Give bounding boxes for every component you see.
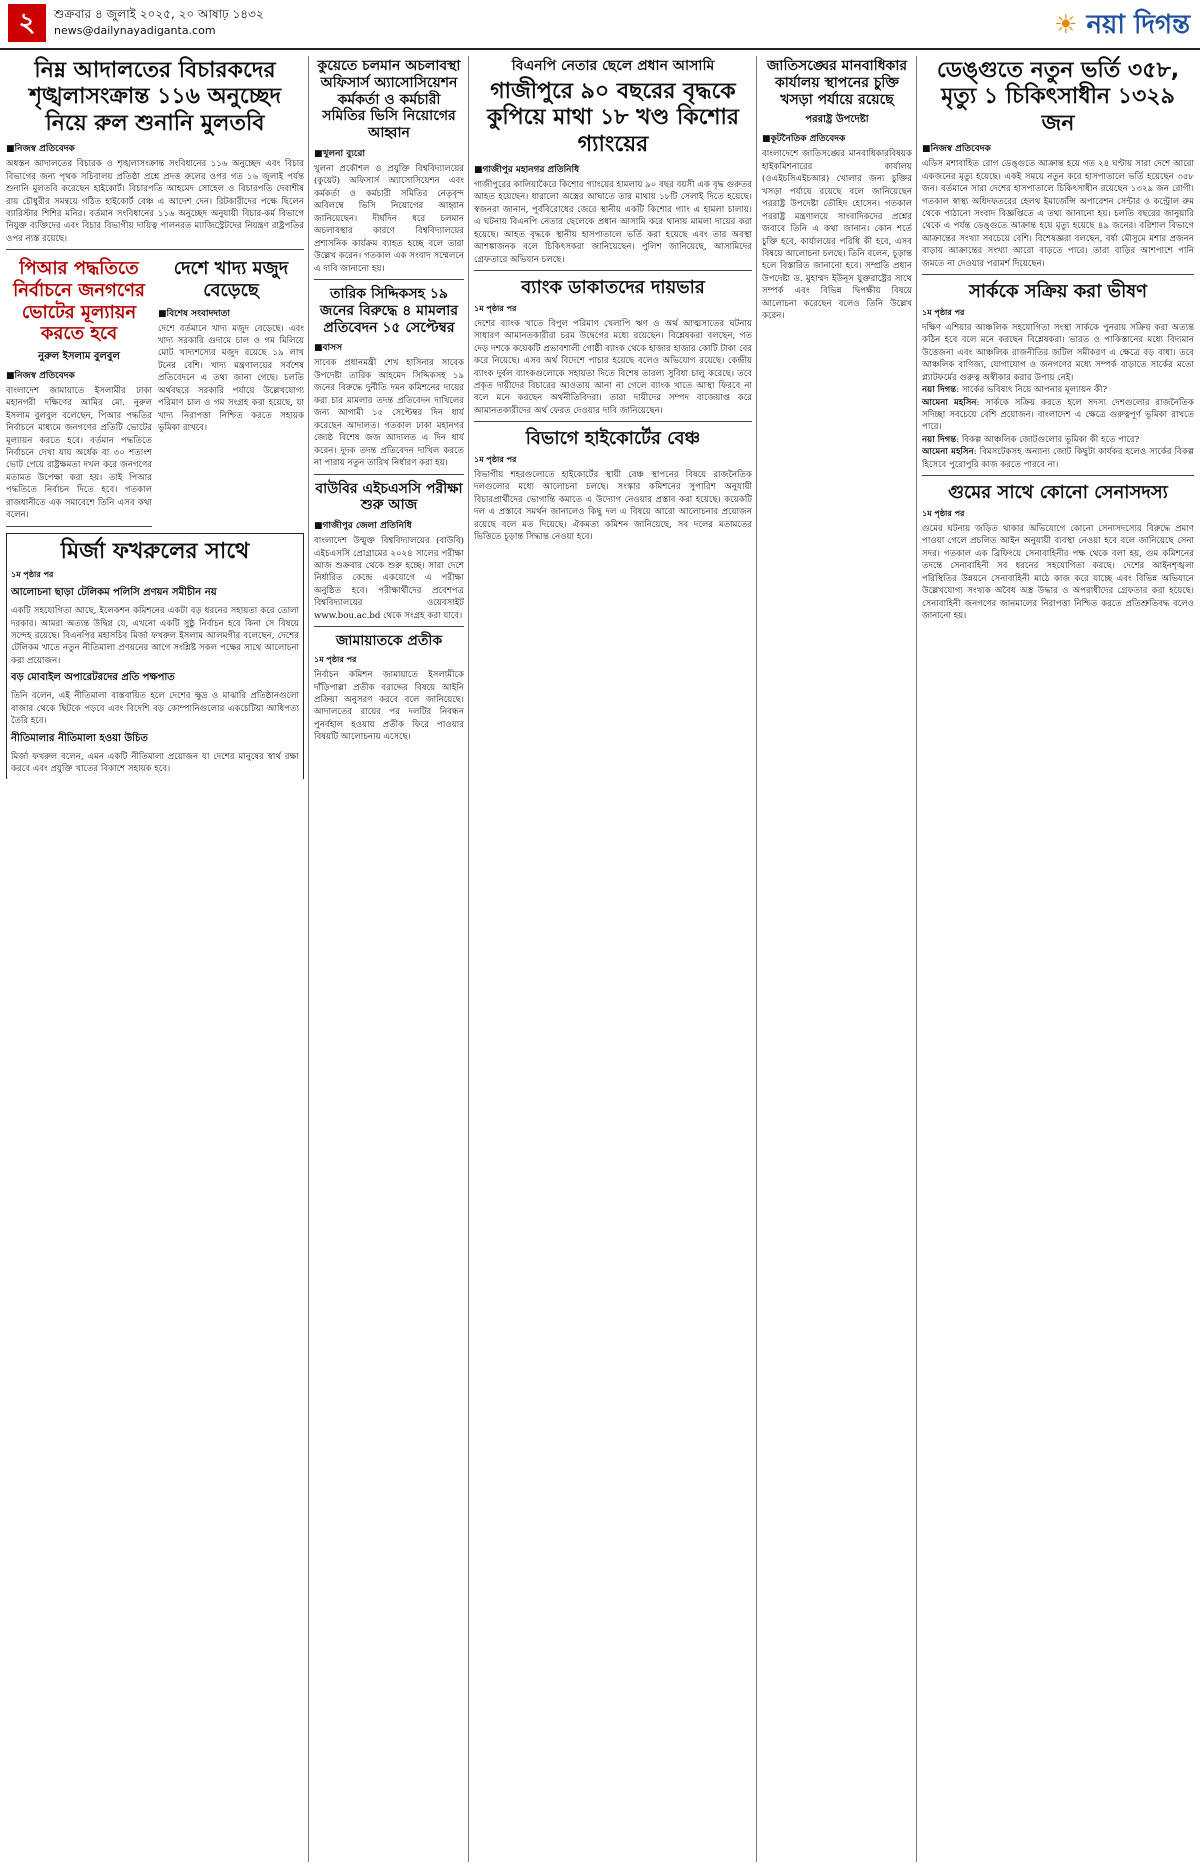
- story-gazipur: [474, 58, 752, 271]
- continued-label: ১ম পৃষ্ঠার পর: [314, 655, 357, 665]
- continued-label: ১ম পৃষ্ঠার পর: [922, 307, 965, 317]
- byline: ■ নিজস্ব প্রতিবেদক: [6, 368, 152, 383]
- story-body: বিভাগীয় শহরগুলোতে হাইকোর্টের স্থায়ী বেঞ্চ স্থাপনের বিষয়ে রাজনৈতিক দলগুলোর মধ্যে আলোচনা চলছে। সংস্কার কমিশনের সুপারিশ অনুযায়ী বিচারপ্রার্থীদের ভোগান্তি কমাতে এ উদ্যোগ নেওয়ার প্রস্তাব করা হয়েছে। কয়েকটি দল এ প্রস্তাবে সমর্থন জানালেও কিছু দল এ বিষয়ে আরো আলোচনার প্রয়োজন রয়েছে বলে মত দিয়েছে। ঐকমত্য কমিশন জানিয়েছে, সব দলের মতামতের ভিত্তিতে চূড়ান্ত সিদ্ধান্ত নেওয়া হবে।: [474, 469, 752, 543]
- subhead: নীতিমালার নীতিমালা হওয়া উচিত: [11, 732, 148, 744]
- dateline: শুক্রবার ৪ জুলাই ২০২৫, ২০ আষাঢ় ১৪৩২: [54, 7, 264, 21]
- byline: ■ বিশেষ সংবাদদাতা: [158, 306, 304, 321]
- headline[interactable]: গুমের সাথে কোনো সেনাসদস্য: [948, 482, 1168, 504]
- qa-text: বিকল্প আঞ্চলিক জোটগুলোর ভূমিকা কী হতে পারে?: [961, 434, 1140, 445]
- byline: ■ কূটনৈতিক প্রতিবেদক: [762, 131, 912, 146]
- continued-label: ১ম পৃষ্ঠার পর: [11, 570, 54, 580]
- headline[interactable]: জামায়াতকে প্রতীক: [335, 633, 443, 650]
- headline[interactable]: সার্ককে সক্রিয় করা ভীষণ: [968, 281, 1148, 303]
- column-rule: [308, 56, 309, 1862]
- story-mirza-fakhrul: [6, 533, 304, 779]
- column-rule: [468, 56, 469, 1862]
- qa-item: নয়া দিগন্ত: সার্কের ভবিষ্যৎ নিয়ে আপনার মূল্যায়ন কী?: [922, 385, 1108, 396]
- headline[interactable]: ডেঙ্গুতে নতুন ভর্তি ৩৫৮, মৃত্যু ১ চিকিৎসাধীন ১৩২৯ জন: [936, 58, 1180, 136]
- byline: ■ নিজস্ব প্রতিবেদক: [922, 141, 1194, 156]
- story-body: গাজীপুরের কালিয়াকৈরে কিশোর গ্যাংয়ের হামলায় ৯০ বছর বয়সী এক বৃদ্ধ গুরুতর আহত হয়েছেন। ধারালো অস্ত্রের আঘাতে তার মাথায় ১৮টি সেলাই দিতে হয়েছে। স্বজনরা জানান, পূর্ববিরোধের জেরে স্থানীয় একটি কিশোর গ্যাং এ হামলা চালায়। এ ঘটনায় বিএনপি নেতার ছেলেকে প্রধান আসামি করে থানায় মামলা দায়ের করা হয়েছে। আহত বৃদ্ধকে স্থানীয় হাসপাতালে ভর্তি করা হয়েছে এবং তার অবস্থা আশঙ্কাজনক বলে চিকিৎসকরা জানিয়েছেন। পুলিশ জানিয়েছে, আসামিদের গ্রেফতারে অভিযান চলছে।: [474, 179, 752, 265]
- headline[interactable]: ব্যাংক ডাকাতদের দায়ভার: [521, 277, 705, 299]
- qa-speaker: আমেনা মহসিন: [922, 397, 977, 408]
- column-2: [314, 56, 464, 1862]
- headline[interactable]: বাউবির এইচএসসি পরীক্ষা শুরু আজ: [315, 480, 463, 514]
- story-un-human-rights: [762, 58, 912, 327]
- story-body: দক্ষিণ এশিয়ার আঞ্চলিক সহযোগিতা সংস্থা সার্ককে পুনরায় সক্রিয় করা অত্যন্ত কঠিন হবে বলে মনে করছেন বিশ্লেষকরা। ভারত ও পাকিস্তানের মধ্যে বিদ্যমান উত্তেজনা এবং আঞ্চলিক রাজনীতির জটিল সমীকরণ এ ক্ষেত্রে বড় বাধা। তবে আঞ্চলিক বাণিজ্য, যোগাযোগ ও জনগণের মধ্যে সম্পর্ক বাড়াতে সার্কের মতো প্ল্যাটফর্মের গুরুত্ব অস্বীকার করার উপায় নেই।: [922, 322, 1194, 383]
- logo-text: নয়া দিগন্ত: [1086, 10, 1190, 40]
- qa-text: সার্কের ভবিষ্যৎ নিয়ে আপনার মূল্যায়ন কী?: [961, 385, 1108, 396]
- qa-text: সার্ককে সক্রিয় করতে হলে সদস্য দেশগুলোর রাজনৈতিক সদিচ্ছা সবচেয়ে বেশি প্রয়োজন। বাংলাদেশ এ ক্ষেত্রে গুরুত্বপূর্ণ ভূমিকা রাখতে পারে।: [922, 397, 1194, 433]
- continued-label: ১ম পৃষ্ঠার পর: [474, 454, 517, 464]
- story-body: তিনি বলেন, এই নীতিমালা বাস্তবায়িত হলে দেশের ক্ষুদ্র ও মাঝারি প্রতিষ্ঠানগুলো বাজার থেকে ছিটকে পড়বে এবং বিদেশি বড় কোম্পানিগুলোর একচেটিয়া আধিপত্য তৈরি হবে।: [11, 691, 299, 727]
- email-address[interactable]: news@dailynayadiganta.com: [54, 24, 216, 37]
- headline[interactable]: গাজীপুরে ৯০ বছরের বৃদ্ধকে কুপিয়ে মাথা ১৮ খণ্ড কিশোর গ্যাংয়ের: [487, 78, 739, 157]
- story-row: [6, 256, 304, 532]
- story-bank-robbers: [474, 277, 752, 422]
- story-body: নির্বাচন কমিশন জামায়াতে ইসলামীকে দাঁড়িপাল্লা প্রতীক বরাদ্দের বিষয়ে আইনি প্রক্রিয়া অনুসরণ করবে বলে জানিয়েছে। আদালতের রায়ের পর দলটির নিবন্ধন পুনর্বহাল হওয়ায় প্রতীক ফিরে পাওয়ার বিষয়টি আলোচনায় এসেছে।: [314, 670, 464, 743]
- story-body: বাংলাদেশ জামায়াতে ইসলামীর ঢাকা মহানগরী দক্ষিণের আমির মো. নুরুল ইসলাম বুলবুল বলেছেন, পিআর পদ্ধতির নির্বাচনে মাধ্যমে জনগণের প্রতিটি ভোটের মূল্যায়ন করতে হবে। বর্তমান পদ্ধতিতে নির্বাচনে দেখা যায় অর্ধেক বা ৩০ শতাংশ ভোট পেয়ে রাষ্ট্রক্ষমতা দখল করে জনগণের মতামত উপেক্ষা করা হয়। তাই পিআর পদ্ধতিতে নির্বাচন দিতে হবে। গতকাল রাজধানীতে এক সমাবেশে তিনি এসব কথা বলেন।: [6, 385, 152, 521]
- headline[interactable]: তারিক সিদ্দিকসহ ১৯ জনের বিরুদ্ধে ৪ মামলার প্রতিবেদন ১৫ সেপ্টেম্বর: [319, 286, 459, 336]
- story-body: মির্জা ফখরুল বলেন, এমন একটি নীতিমালা প্রয়োজন যা দেশের মানুষের স্বার্থ রক্ষা করবে এবং প্রযুক্তি খাতের বিকাশে সহায়ক হবে।: [11, 751, 299, 775]
- subline: পররাষ্ট্র উপদেষ্টা: [805, 114, 869, 126]
- page-number: ২: [8, 4, 46, 42]
- story-dengue: [922, 58, 1194, 275]
- headline[interactable]: নিম্ন আদালতের বিচারকদের শৃঙ্খলাসংক্রান্ত ১১৬ অনুচ্ছেদ নিয়ে রুল শুনানি মুলতবি: [28, 58, 282, 136]
- story-body: বাংলাদেশ উন্মুক্ত বিশ্ববিদ্যালয়ের (বাউবি) এইচএসসি প্রোগ্রামের ২০২৪ সালের পরীক্ষা আজ শুক্রবার থেকে শুরু হচ্ছে। সারা দেশে নির্ধারিত কেন্দ্রে একযোগে এ পরীক্ষা অনুষ্ঠিত হবে। পরীক্ষার্থীদের প্রবেশপত্র বিশ্ববিদ্যালয়ের ওয়েবসাইট www.bou.ac.bd থেকে সংগ্রহ করা যাবে।: [314, 536, 464, 621]
- story-body: বাংলাদেশে জাতিসঙ্ঘের মানবাধিকারবিষয়ক হাইকমিশনারের কার্যালয় (ওএইচসিএইচআর) খোলার জন্য চুক্তির খসড়া পর্যায়ে রয়েছে বলে জানিয়েছেন পররাষ্ট্র উপদেষ্টা তৌহিদ হোসেন। গতকাল পররাষ্ট্র মন্ত্রণালয়ে সাংবাদিকদের প্রশ্নের জবাবে তিনি এ কথা জানান। কোন শর্তে চুক্তি হবে, কার্যালয়ের পরিধি কী হবে, এসব বিষয়ে আলোচনা চলছে। তিনি বলেন, চূড়ান্ত হলে বিস্তারিত জানানো হবে। সম্প্রতি প্রধান উপদেষ্টা ড. মুহাম্মদ ইউনূস যুক্তরাষ্ট্রের সাথে সম্পর্ক এবং বিভিন্ন দ্বিপক্ষীয় বিষয়ে আলোচনা করেছেন বলেও তিনি উল্লেখ করেন।: [762, 149, 912, 322]
- qa-item: আমেনা মহসিন: বিমসটেকসহ অন্যান্য জোট কিছুটা কার্যকর হলেও সার্কের বিকল্প হিসেবে পুরোপুরি কাজ করতে পারবে না।: [922, 447, 1194, 470]
- story-high-court-bench: [474, 428, 752, 547]
- masthead: [0, 0, 1200, 50]
- subhead: বড় মোবাইল অপারেটরদের প্রতি পক্ষপাত: [11, 672, 175, 684]
- sun-icon: ☀: [1054, 10, 1078, 40]
- story-enforced-disappearance: [922, 482, 1194, 626]
- byline: ■ গাজীপুর জেলা প্রতিনিধি: [314, 518, 464, 533]
- headline[interactable]: পিআর পদ্ধতিতে নির্বাচনে জনগণের ভোটের মূল্যায়ন করতে হবে: [13, 258, 145, 345]
- story-body: একটি সহযোগিতা আছে, ইলেকশন কমিশনের একটা বড় ধরনের সহায়তা করে তোলা দরকার। আমরা অত্যন্ত উদ্বিগ্ন যে, এখনো একটি সুষ্ঠু নির্বাচন হবে কিনা সে বিষয়ে সন্দেহ রয়েছে। বিএনপির মহাসচিব মির্জা ফখরুল ইসলাম আলমগীর বলেছেন, দেশের টেলিকম খাতে নতুন নীতিমালা প্রণয়নের আগে সংশ্লিষ্ট সকল পক্ষের সাথে আলোচনা করা প্রয়োজন।: [11, 606, 299, 666]
- qa-text: বিমসটেকসহ অন্যান্য জোট কিছুটা কার্যকর হলেও সার্কের বিকল্প হিসেবে পুরোপুরি কাজ করতে পারবে না।: [922, 447, 1194, 470]
- story-body: দেশের ব্যাংক খাতে বিপুল পরিমাণ খেলাপি ঋণ ও অর্থ আত্মসাতের ঘটনায় সাধারণ আমানতকারীরা চরম উদ্বেগের মধ্যে রয়েছেন। বিশ্লেষকরা বলছেন, গত দেড় দশকে কয়েকটি প্রভাবশালী গোষ্ঠী ব্যাংক থেকে হাজার হাজার কোটি টাকা বের করে নিয়েছে। এসব অর্থ বিদেশে পাচার হয়েছে বলেও অভিযোগ রয়েছে। কেন্দ্রীয় ব্যাংক দুর্বল ব্যাংকগুলোকে সহায়তা দিতে বিশেষ তারল্য সুবিধা চালু করেছে। তবে প্রকৃত দায়ীদের বিচারের আওতায় আনা না গেলে ব্যাংক খাতে আস্থা ফিরবে না বলে মনে করছেন অর্থনীতিবিদরা। তারা দায়ীদের সম্পদ বাজেয়াপ্ত করে আমানতকারীদের অর্থ ফেরত দেওয়ার দাবি জানিয়েছেন।: [474, 318, 752, 416]
- column-rule: [756, 56, 757, 1862]
- story-body: গুমের ঘটনায় জড়িত থাকার অভিযোগে কোনো সেনাসদস্যের বিরুদ্ধে প্রমাণ পাওয়া গেলে প্রচলিত আইন অনুযায়ী ব্যবস্থা নেওয়া হবে বলে জানিয়েছে সেনা সদর। গতকাল এক ব্রিফিংয়ে সেনাবাহিনীর পক্ষ থেকে বলা হয়, গুম কমিশনের তদন্তে সেনাবাহিনী সব ধরনের সহযোগিতা করছে। দেশের আইনশৃঙ্খলা পরিস্থিতির উন্নয়নে সেনাবাহিনী মাঠে কাজ করে যাচ্ছে এবং বিভিন্ন অভিযানে উল্লেখযোগ্য সংখ্যক অবৈধ অস্ত্র উদ্ধার ও অপরাধীদের গ্রেফতার করা হয়েছে। সেনাবাহিনী জনগণের জানমালের নিরাপত্তা নিশ্চিত করতে প্রতিশ্রুতিবদ্ধ বলেও জানানো হয়।: [922, 523, 1194, 622]
- story-jamaat-symbol: [314, 633, 464, 748]
- headline[interactable]: মির্জা ফখরুলের সাথে: [60, 538, 250, 564]
- column-rule: [916, 56, 917, 1862]
- story-body: খুলনা প্রকৌশল ও প্রযুক্তি বিশ্ববিদ্যালয়ের (কুয়েট) অফিসার্স অ্যাসোসিয়েশন এবং কর্মকর্তা ও কর্মচারী সমিতির নেতৃবৃন্দ অবিলম্বে ভিসি নিয়োগের আহ্বান জানিয়েছেন। দীর্ঘদিন ধরে চলমান অচলাবস্থার কারণে বিশ্ববিদ্যালয়ের প্রশাসনিক কার্যক্রম ব্যাহত হচ্ছে বলে তারা উল্লেখ করেন। গতকাল এক সংবাদ সম্মেলনে এ দাবি জানানো হয়।: [314, 163, 464, 274]
- continued-label: ১ম পৃষ্ঠার পর: [474, 303, 517, 313]
- byline: ■ গাজীপুর মহানগর প্রতিনিধি: [474, 162, 752, 177]
- byline: ■ খুলনা ব্যুরো: [314, 146, 464, 161]
- story-body: এডিস মশাবাহিত রোগ ডেঙ্গুতে আক্রান্ত হয়ে গত ২৪ ঘণ্টায় সারা দেশে আরো একজনের মৃত্যু হয়েছে। একই সময়ে নতুন করে হাসপাতালে ভর্তি হয়েছেন ৩৫৮ জন। বর্তমানে সারা দেশের হাসপাতালে চিকিৎসাধীন রয়েছেন ১৩২৯ জন রোগী। গতকাল স্বাস্থ্য অধিদফতরের হেলথ ইমার্জেন্সি অপারেশন সেন্টার ও কন্ট্রোল রুম থেকে পাঠানো সংবাদ বিজ্ঞপ্তিতে এ তথ্য জানানো হয়। চলতি বছরের জানুয়ারি থেকে এ পর্যন্ত ডেঙ্গুতে আক্রান্ত হয়ে মৃত্যু হয়েছে ৪৯ জনের। বরিশাল বিভাগে আক্রান্তের সংখ্যা সবচেয়ে বেশি। বিশেষজ্ঞরা বলছেন, বর্ষা মৌসুমে মশার প্রজনন বাড়ায় আক্রান্তের সংখ্যা আরো বাড়তে পারে। তারা বাড়ির আশপাশে পানি জমতে না দেওয়ার পরামর্শ দিয়েছেন।: [922, 159, 1194, 269]
- story-food-stock: [158, 256, 304, 526]
- newspaper-logo[interactable]: [1054, 4, 1190, 48]
- story-tariq-siddique: [314, 286, 464, 474]
- continued-label: ১ম পৃষ্ঠার পর: [922, 508, 965, 518]
- qa-speaker: আমেনা মহসিন: [922, 447, 974, 458]
- story-bou-exam: [314, 481, 464, 628]
- story-pr-election: [6, 256, 152, 526]
- story-kuet: [314, 58, 464, 280]
- headline[interactable]: দেশে খাদ্য মজুদ বেড়েছে: [173, 258, 289, 301]
- subhead: আলোচনা ছাড়া টেলিকম পলিসি প্রণয়ন সমীচীন নয়: [11, 587, 217, 599]
- kicker: বিএনপি নেতার ছেলে প্রধান আসামি: [511, 58, 715, 74]
- qa-speaker: নয়া দিগন্ত: [922, 434, 957, 445]
- qa-item: আমেনা মহসিন: সার্ককে সক্রিয় করতে হলে সদস্য দেশগুলোর রাজনৈতিক সদিচ্ছা সবচেয়ে বেশি প্রয়োজন। বাংলাদেশ এ ক্ষেত্রে গুরুত্বপূর্ণ ভূমিকা রাখতে পারে।: [922, 397, 1194, 433]
- headline[interactable]: বিভাগে হাইকোর্টের বেঞ্চ: [525, 428, 701, 450]
- qa-speaker: নয়া দিগন্ত: [922, 385, 957, 396]
- story-court-rule: [6, 58, 304, 250]
- story-body: অধস্তন আদালতের বিচারক ও শৃঙ্খলাসংক্রান্ত সংবিধানের ১১৬ অনুচ্ছেদ এবং বিচার বিভাগের জন্য পৃথক সচিবালয় প্রতিষ্ঠা প্রশ্নে প্রদত্ত রুলের ওপর গত ১৬ জুলাই পর্যন্ত শুনানি মুলতবি করেছেন হাইকোর্ট। বিচারপতি আহমেদ সোহেল ও বিচারপতি দেবাশীষ রায় চৌধুরীর সমন্বয়ে গঠিত হাইকোর্ট বেঞ্চ এ আদেশ দেন। রিটকারীদের পক্ষে ছিলেন ব্যারিস্টার শিশির মনির। বর্তমান সংবিধানের ১১৬ অনুচ্ছেদ অনুযায়ী বিচার-কর্ম বিভাগে নিযুক্ত ব্যক্তিদের এবং বিচার বিভাগীয় দায়িত্ব পালনরত ম্যাজিস্ট্রেটদের নিয়ন্ত্রণ রাষ্ট্রপতির ওপর ন্যস্ত রয়েছে।: [6, 159, 304, 244]
- column-5: [922, 56, 1194, 1862]
- column-4: [762, 56, 912, 1862]
- story-saarc: [922, 281, 1194, 476]
- story-body: সাবেক প্রধানমন্ত্রী শেখ হাসিনার সাবেক উপদেষ্টা তারিক আহমেদ সিদ্দিকসহ ১৯ জনের বিরুদ্ধে দুর্নীতি দমন কমিশনের দায়ের করা চার মামলার তদন্ত প্রতিবেদন দাখিলের জন্য আগামী ১৫ সেপ্টেম্বর দিন ধার্য করেছেন আদালত। গতকাল ঢাকা মহানগর জ্যেষ্ঠ বিশেষ জজ আদালত এ দিন ধার্য করেন। দুদক তদন্ত প্রতিবেদন দাখিল করতে না পারায় নতুন তারিখ নির্ধারণ করা হয়।: [314, 358, 464, 469]
- headline[interactable]: জাতিসঙ্ঘের মানবাধিকার কার্যালয় স্থাপনের চুক্তি খসড়া পর্যায়ে রয়েছে: [766, 58, 908, 108]
- author-name: নুরুল ইসলাম বুলবুল: [38, 350, 120, 362]
- column-3: [474, 56, 752, 1862]
- headline[interactable]: কুয়েতে চলমান অচলাবস্থা অফিসার্স অ্যাসোসিয়েশন কর্মকর্তা ও কর্মচারী সমিতির ভিসি নিয়োগের আহ্বান: [317, 58, 461, 142]
- byline: ■ বাসস: [314, 340, 464, 355]
- byline: ■ নিজস্ব প্রতিবেদক: [6, 141, 304, 156]
- story-body: দেশে বর্তমানে খাদ্য মজুদ বেড়েছে। এবং খাদ্য সরকারি গুদামে চাল ও গম মিলিয়ে মোট খাদ্যশস্যের মজুদ রয়েছে ১৯ লাখ টনের বেশি। খাদ্য মন্ত্রণালয়ের সর্বশেষ প্রতিবেদনে এ তথ্য জানা গেছে। চলতি অর্থবছরে সরকারি পর্যায়ে উল্লেখযোগ্য পরিমাণ চাল ও গম সংগ্রহ করা হয়েছে, যা খাদ্য নিরাপত্তা নিশ্চিত করতে সহায়ক ভূমিকা রাখবে।: [158, 323, 304, 434]
- qa-item: নয়া দিগন্ত: বিকল্প আঞ্চলিক জোটগুলোর ভূমিকা কী হতে পারে?: [922, 434, 1140, 445]
- column-1: [6, 56, 304, 1862]
